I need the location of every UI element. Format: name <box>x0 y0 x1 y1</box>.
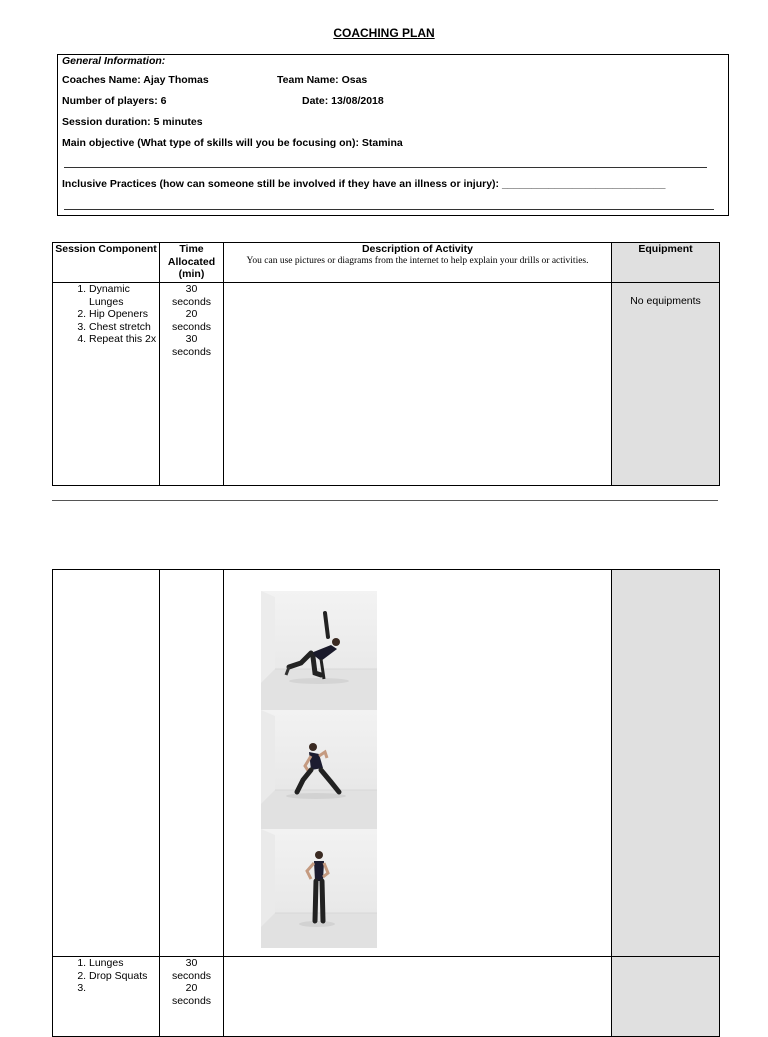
time-value: 30 <box>185 957 198 969</box>
time-value: 20 <box>185 308 198 320</box>
stretch-photo <box>261 591 377 710</box>
component-cell <box>53 957 160 1037</box>
table-row <box>53 283 720 486</box>
list-item: 4. Repeat this 2x <box>89 333 159 346</box>
description-cell <box>224 957 612 1037</box>
chest-stretch-photo <box>261 829 377 948</box>
time-cell <box>160 283 224 486</box>
list-item: 1. Lunges <box>89 957 159 970</box>
time-unit: seconds <box>171 345 212 358</box>
time-value: 30 <box>185 283 198 295</box>
equipment-cell <box>612 570 720 957</box>
header-description-hint: You can use pictures or diagrams from the internet to help explain your drills or activities. <box>246 255 589 266</box>
header-time-allocated: Time Allocated (min) <box>160 243 224 283</box>
list-item: 2. Drop Squats <box>89 970 159 983</box>
time-unit: seconds <box>171 320 212 333</box>
page-title: COACHING PLAN <box>333 26 435 40</box>
coaches-name: Coaches Name: Ajay Thomas <box>62 74 209 86</box>
page-divider <box>52 500 718 501</box>
header-equipment: Equipment <box>612 243 720 283</box>
time-cell <box>160 570 224 957</box>
session-table-continued <box>52 569 720 1037</box>
team-name: Team Name: Osas <box>277 74 368 86</box>
table-row <box>53 957 720 1037</box>
list-item: 1. Dynamic Lunges <box>89 283 159 308</box>
list-item <box>89 982 159 995</box>
hip-opener-photo <box>261 710 377 829</box>
component-list <box>53 957 159 995</box>
component-cell <box>53 283 160 486</box>
number-of-players: Number of players: 6 <box>62 95 167 107</box>
list-item: 2. Hip Openers <box>89 308 159 321</box>
equipment-cell: No equipments <box>612 283 720 486</box>
header-session-component: Session Component <box>53 243 160 283</box>
general-info-heading: General Information: <box>62 55 166 67</box>
component-cell <box>53 570 160 957</box>
inclusive-practices: Inclusive Practices (how can someone still be involved if they have an illness or injury): ____________________________ <box>62 178 666 190</box>
session-date: Date: 13/08/2018 <box>302 95 384 107</box>
inclusive-underline <box>64 209 714 210</box>
list-item: 3. Chest stretch <box>89 321 159 334</box>
time-unit: seconds <box>171 994 212 1007</box>
time-cell <box>160 957 224 1037</box>
header-description <box>224 243 612 283</box>
time-unit: seconds <box>171 969 212 982</box>
general-information-box <box>57 54 729 216</box>
description-cell <box>224 283 612 486</box>
component-list <box>53 283 159 346</box>
session-table <box>52 242 720 486</box>
session-duration: Session duration: 5 minutes <box>62 116 203 128</box>
header-description-title: Description of Activity <box>361 243 474 255</box>
objective-underline <box>64 167 707 168</box>
time-value: 20 <box>185 982 198 994</box>
main-objective: Main objective (What type of skills will you be focusing on): Stamina <box>62 137 403 149</box>
time-value: 30 <box>185 333 198 345</box>
table-header-row <box>53 243 720 283</box>
table-row <box>53 570 720 957</box>
equipment-cell <box>612 957 720 1037</box>
time-unit: seconds <box>171 295 212 308</box>
